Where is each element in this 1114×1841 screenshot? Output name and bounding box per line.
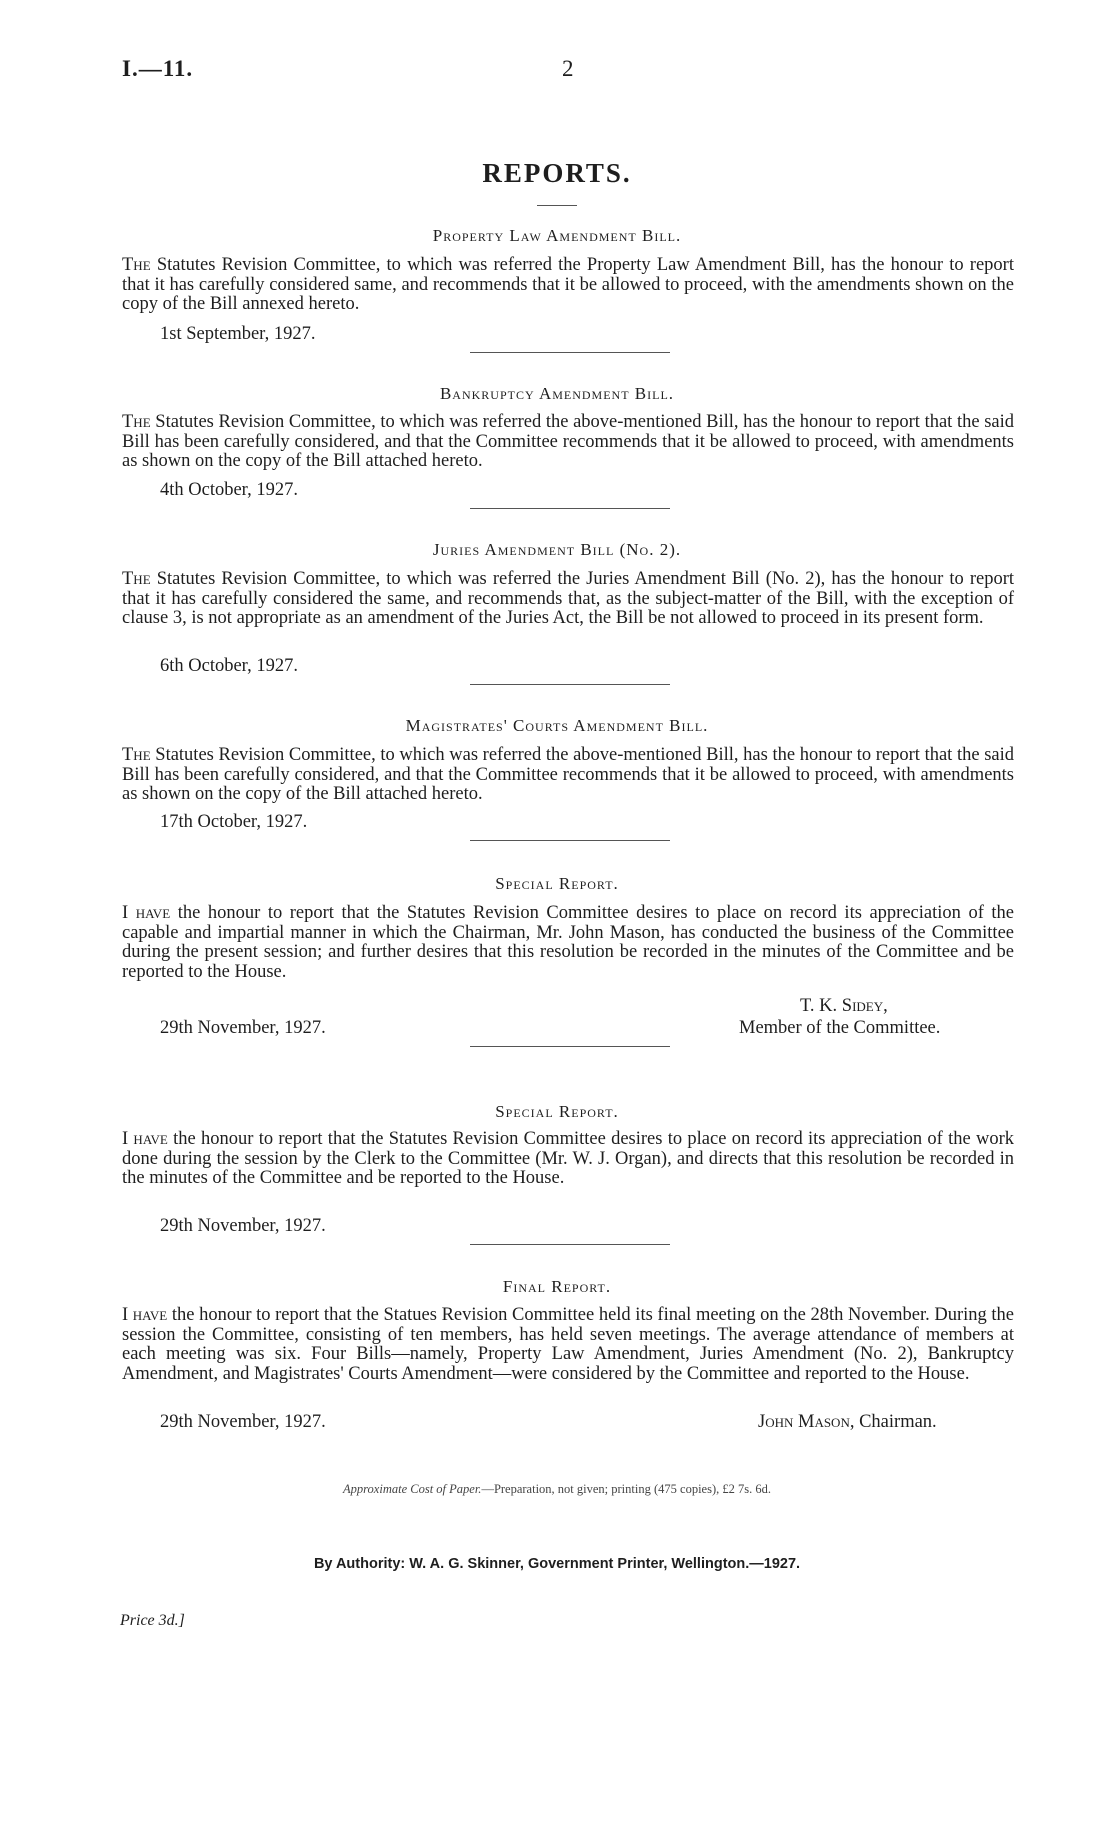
section-body xyxy=(122,746,1014,805)
body-lead: The xyxy=(122,745,151,765)
signature-role: Chairman. xyxy=(859,1412,937,1432)
section-heading: Bankruptcy Amendment Bill. xyxy=(439,384,675,403)
body-text: Statutes Revision Committee, to which was referred the above-mentioned Bill, has the honour to report that the said Bill has been carefully considered, and that the Committee recommends that it be allowed to proceed, with amendments as shown on the copy of the Bill attached hereto. xyxy=(122,745,1014,804)
section-date: 29th November, 1927. xyxy=(160,1018,326,1038)
section-divider xyxy=(470,352,670,353)
section-body xyxy=(122,256,1014,315)
body-lead: The xyxy=(122,412,151,432)
title-rule xyxy=(537,205,577,206)
signature-name: John Mason, xyxy=(758,1412,855,1432)
body-text: Statutes Revision Committee, to which was referred the Juries Amendment Bill (No. 2), has the honour to report that it has carefully considered the same, and recommends that, as the subject-matter of the Bill, with the exception of clause 3, is not appropriate as an amendment of the Juries Act, the Bill be not allowed to proceed in its present form. xyxy=(122,569,1014,628)
authority-printer: W. A. G. Skinner, Government Printer, Wellington.—1927. xyxy=(409,1556,801,1572)
body-text: the honour to report that the Statues Revision Committee held its final meeting on the 28th November. During the session the Committee, consisting of ten members, has held seven meetings. The average attendance of members at each meeting was six. Four Bills—namely, Property Law Amendment, Juries Amendment (No. 2), Bankruptcy Amendment, and Magistrates' Courts Amendment—were considered by the Committee and reported to the House. xyxy=(122,1305,1014,1384)
section-heading: Juries Amendment Bill (No. 2). xyxy=(432,540,682,559)
signature-line xyxy=(758,1412,937,1433)
section-body xyxy=(122,904,1014,982)
section-divider xyxy=(470,684,670,685)
cost-note-label: Approximate Cost of Paper. xyxy=(343,1482,482,1496)
body-text: the honour to report that the Statutes Revision Committee desires to place on record its appreciation of the work done during the session by the Clerk to the Committee (Mr. W. J. Organ), and directs that this resolution be recorded in the minutes of the Committee and be reported to the House. xyxy=(122,1129,1015,1188)
section-body xyxy=(122,1130,1014,1189)
body-lead: The xyxy=(122,255,151,275)
section-date: 29th November, 1927. xyxy=(160,1216,326,1236)
body-lead: The xyxy=(122,569,151,589)
section-divider xyxy=(470,508,670,509)
body-text: Statutes Revision Committee, to which was referred the above-mentioned Bill, has the honour to report that the said Bill has been carefully considered, and that the Committee recommends that it be allowed to proceed, with amendments as shown on the copy of the Bill attached hereto. xyxy=(122,412,1014,471)
section-heading: Magistrates' Courts Amendment Bill. xyxy=(405,716,709,735)
body-text: the honour to report that the Statutes Revision Committee desires to place on record its appreciation of the capable and impartial manner in which the Chairman, Mr. John Mason, has conducted the business of the Committee during the present session; and further desires that this resolution be recorded in the minutes of the Committee and be reported to the House. xyxy=(122,903,1015,982)
authority-line xyxy=(0,1556,1114,1572)
section-heading: Special Report. xyxy=(495,874,619,893)
body-lead: I have xyxy=(122,903,171,923)
page-ref: I.—11. xyxy=(122,56,194,81)
page-title: REPORTS. xyxy=(482,158,632,188)
signature-name: T. K. Sidey, xyxy=(800,996,888,1016)
section-date: 1st September, 1927. xyxy=(160,324,316,344)
section-heading: Property Law Amendment Bill. xyxy=(432,226,682,245)
section-date: 29th November, 1927. xyxy=(160,1412,326,1432)
cost-note xyxy=(0,1482,1114,1497)
section-heading: Special Report. xyxy=(495,1102,619,1121)
body-lead: I have xyxy=(122,1129,168,1149)
cost-note-text: —Preparation, not given; printing (475 copies), £2 7s. 6d. xyxy=(481,1482,771,1496)
section-date: 6th October, 1927. xyxy=(160,656,298,676)
price: Price 3d.] xyxy=(120,1612,185,1629)
section-date: 17th October, 1927. xyxy=(160,812,308,832)
section-heading: Final Report. xyxy=(502,1277,612,1296)
section-date: 4th October, 1927. xyxy=(160,480,298,500)
signature-role: Member of the Committee. xyxy=(739,1018,941,1038)
section-divider xyxy=(470,1244,670,1245)
section-body xyxy=(122,570,1014,629)
section-body xyxy=(122,413,1014,472)
body-text: Statutes Revision Committee, to which was referred the Property Law Amendment Bill, has the honour to report that it has carefully considered same, and recommends that it be allowed to proceed, with the amendments shown on the copy of the Bill annexed hereto. xyxy=(122,255,1014,314)
authority-prefix: By Authority: xyxy=(313,1556,406,1572)
page-number: 2 xyxy=(562,56,574,81)
section-divider xyxy=(470,1046,670,1047)
section-body xyxy=(122,1306,1014,1384)
section-divider xyxy=(470,840,670,841)
body-lead: I have xyxy=(122,1305,168,1325)
